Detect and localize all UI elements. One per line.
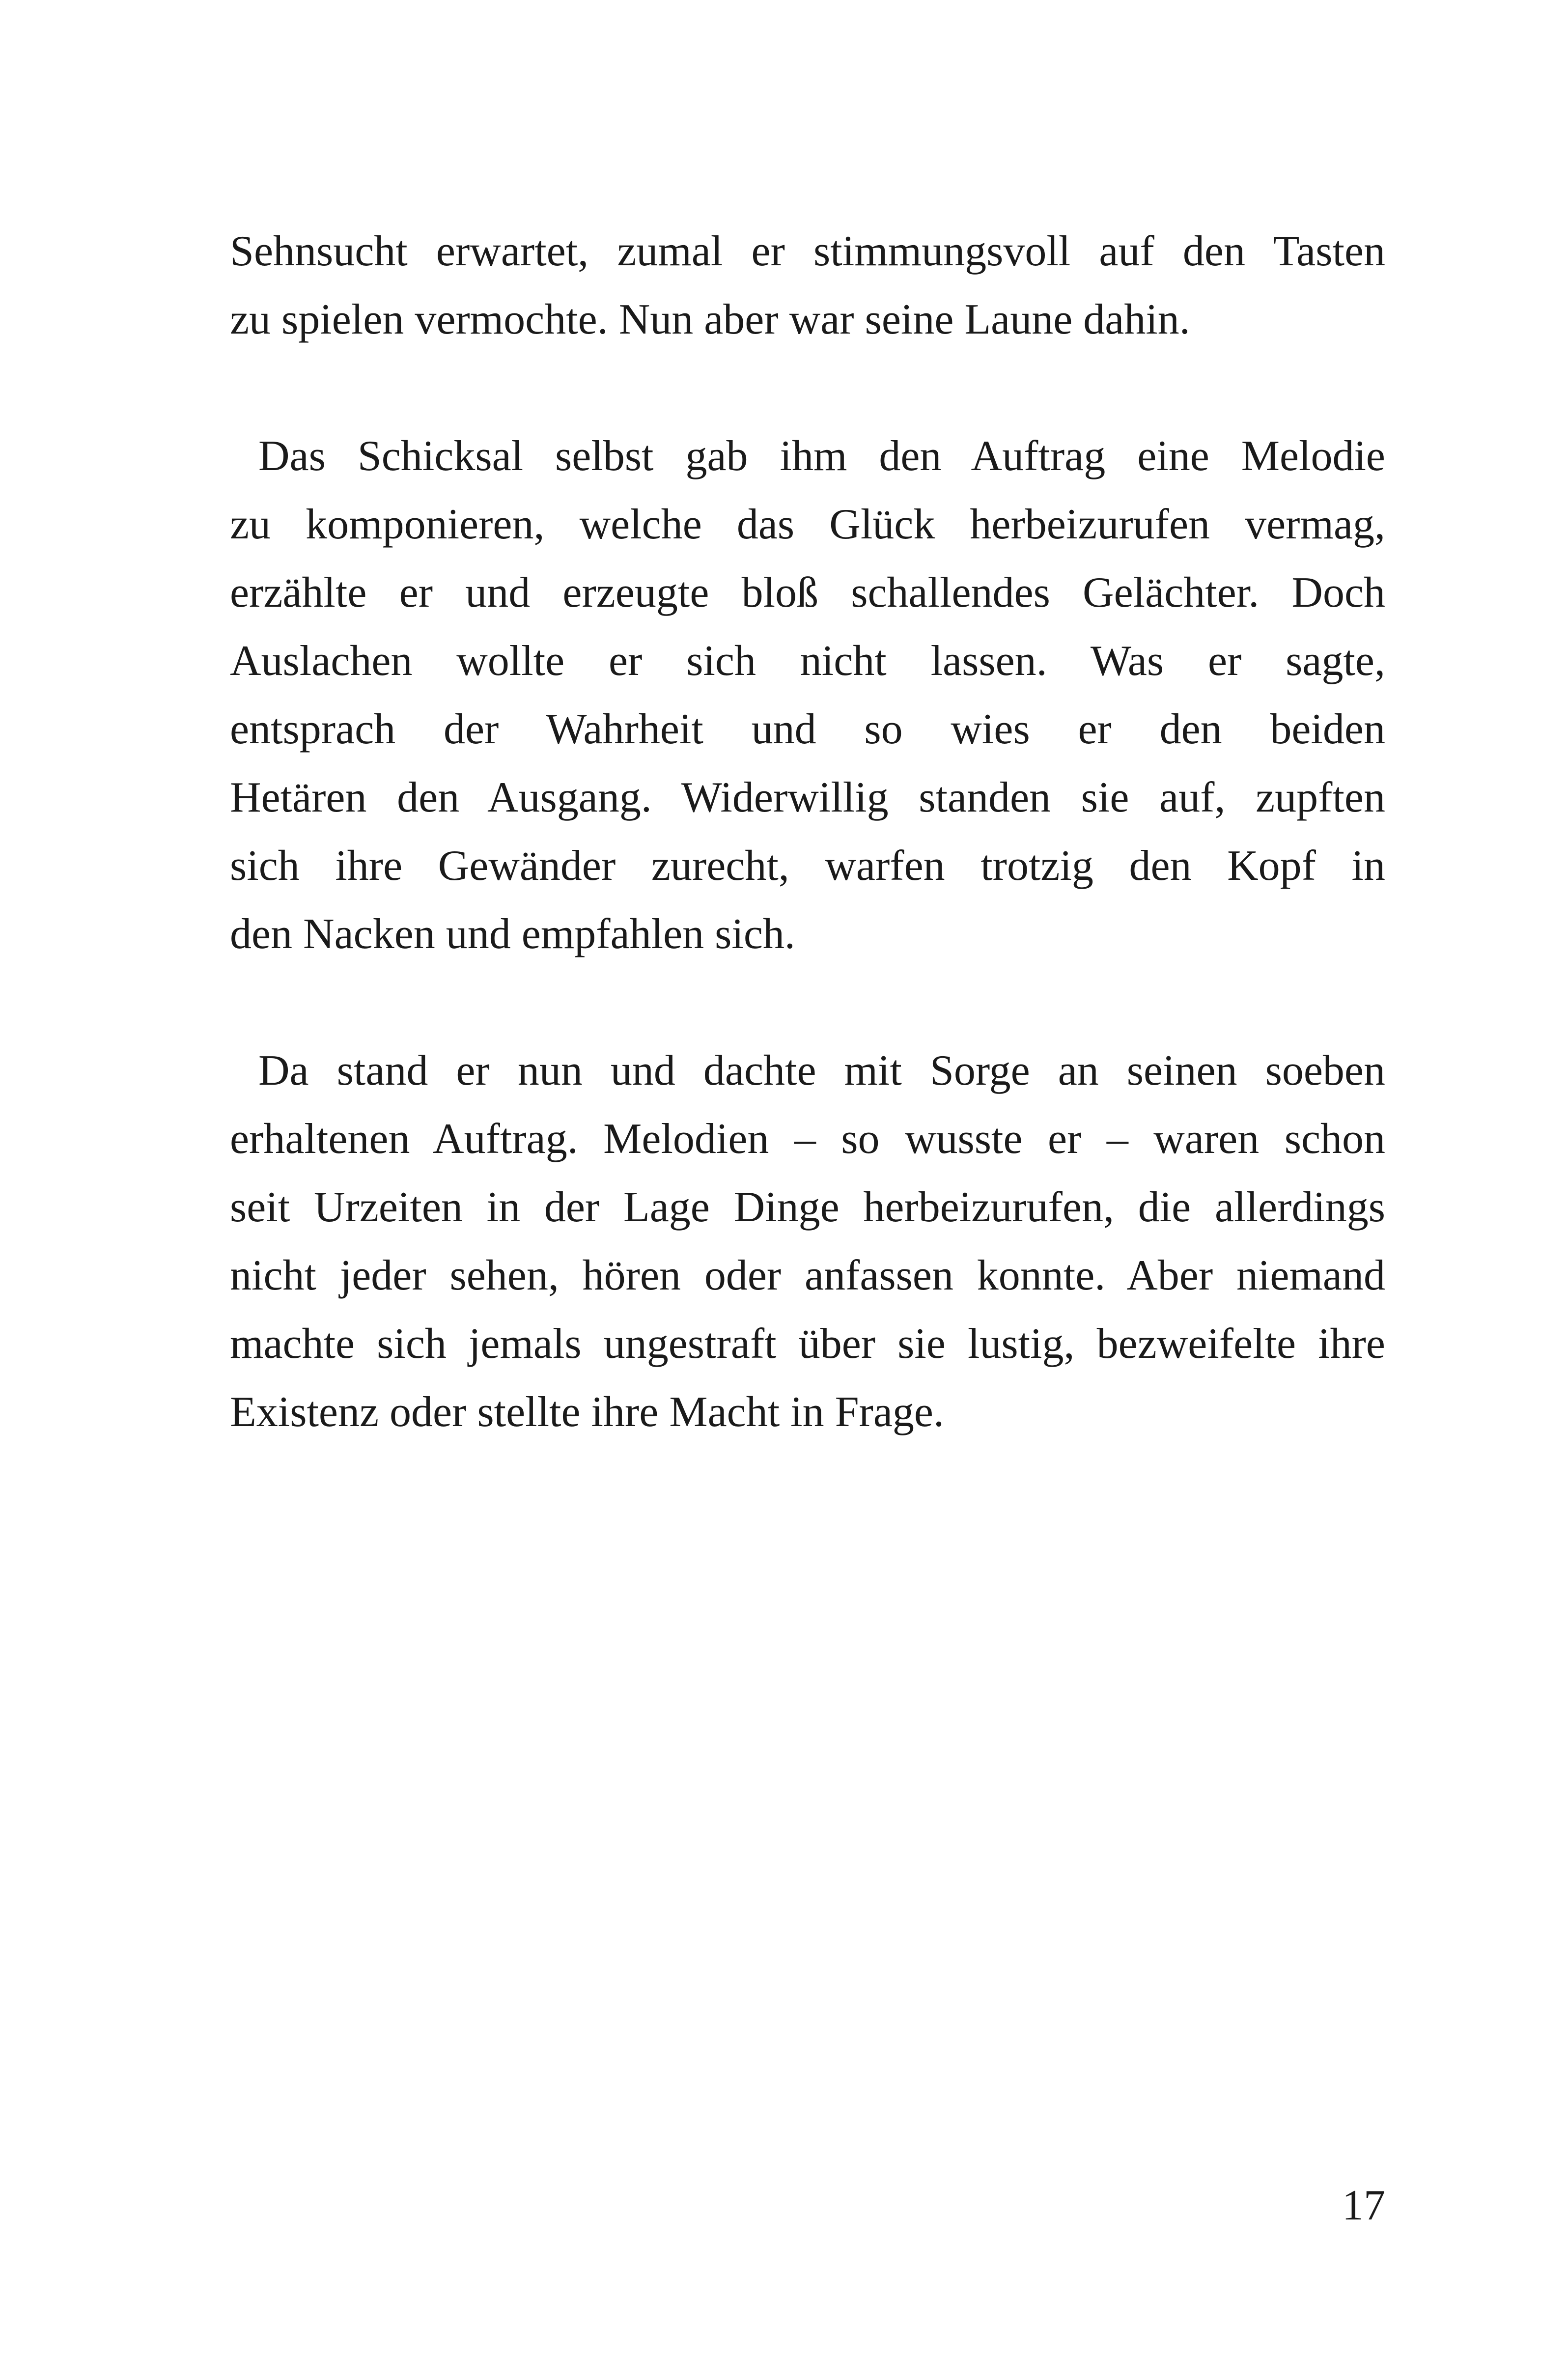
text-line: zu spielen vermochte. Nun aber war seine Laune dahin. — [230, 296, 1190, 343]
text-line: Existenz oder stellte ihre Macht in Frage. — [230, 1388, 944, 1436]
text-line: den Nacken und empfahlen sich. — [230, 910, 795, 958]
text-line: Hetären den Ausgang. Widerwillig standen sie auf, zupften — [230, 774, 1385, 821]
paragraph-3 — [230, 1037, 1385, 1446]
text-line: Sehnsucht erwartet, zumal er stimmungsvoll auf den Tasten — [230, 227, 1385, 275]
text-line: zu komponieren, welche das Glück herbeizurufen vermag, — [230, 501, 1385, 548]
paragraph-2 — [230, 422, 1385, 968]
text-line: machte sich jemals ungestraft über sie lustig, bezweifelte ihre — [230, 1320, 1385, 1368]
paragraph-1 — [230, 217, 1385, 354]
text-line: sich ihre Gewänder zurecht, warfen trotzig den Kopf in — [230, 842, 1385, 890]
text-line: entsprach der Wahrheit und so wies er den beiden — [230, 705, 1385, 753]
text-line: seit Urzeiten in der Lage Dinge herbeizurufen, die allerdings — [230, 1183, 1385, 1231]
text-line: Das Schicksal selbst gab ihm den Auftrag eine Melodie — [258, 432, 1385, 480]
text-line: Auslachen wollte er sich nicht lassen. Was er sagte, — [230, 637, 1385, 685]
text-line: erhaltenen Auftrag. Melodien – so wusste er – waren schon — [230, 1115, 1385, 1163]
text-line: erzählte er und erzeugte bloß schallendes Gelächter. Doch — [230, 569, 1385, 617]
text-line: nicht jeder sehen, hören oder anfassen konnte. Aber niemand — [230, 1252, 1385, 1299]
paragraph-spacer — [230, 968, 1385, 1037]
page-number: 17 — [1342, 2182, 1385, 2229]
text-line: Da stand er nun und dachte mit Sorge an seinen soeben — [258, 1047, 1385, 1095]
paragraph-spacer — [230, 354, 1385, 422]
body-text — [230, 217, 1385, 1446]
